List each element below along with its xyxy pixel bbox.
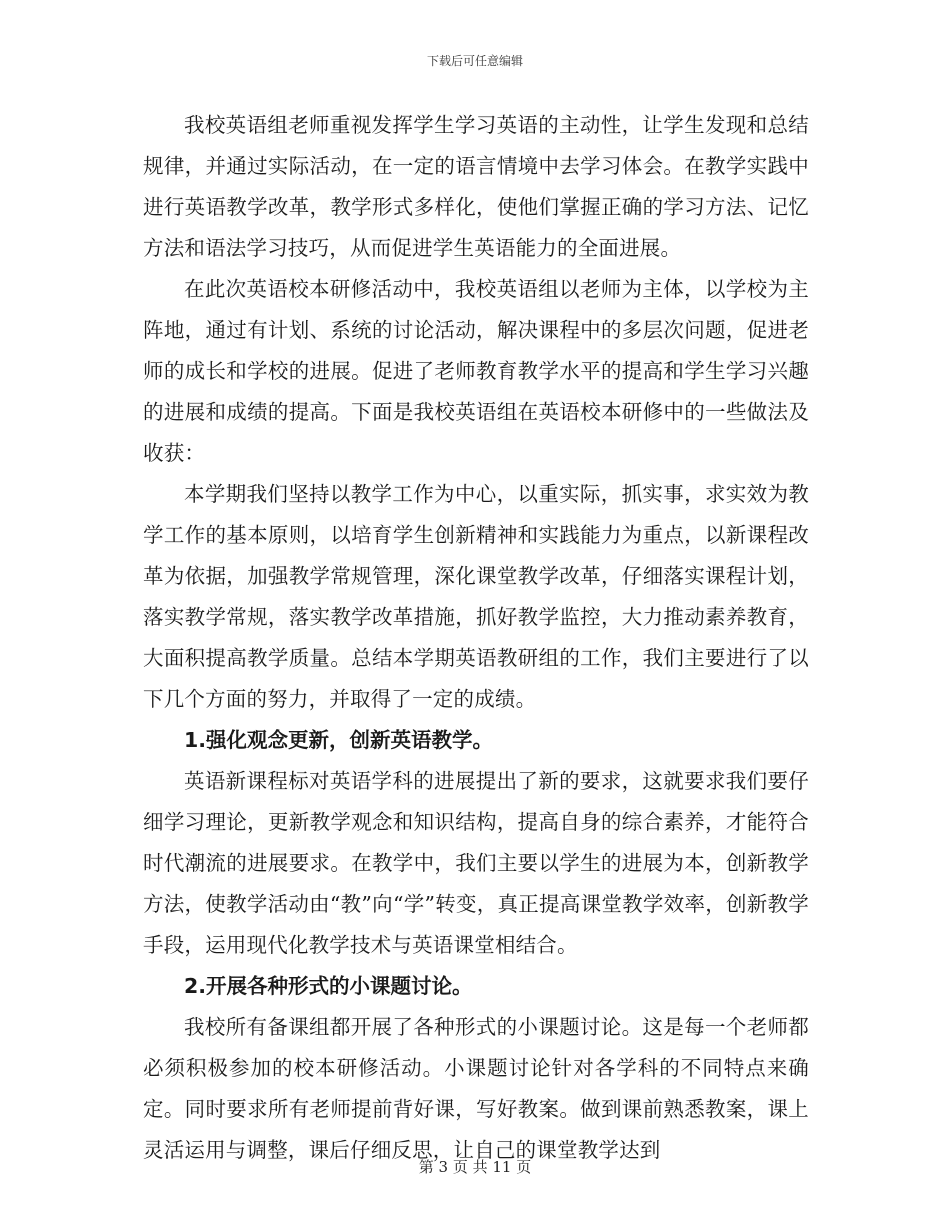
paragraph-5: 我校所有备课组都开展了各种形式的小课题讨论。这是每一个老师都必须积极参加的校本研修活动。小课题讨论针对各学科的不同特点来确定。同时要求所有老师提前背好课，写好教案。做到课前熟悉教案，课上灵活运用与调整，课后仔细反思，让自己的课堂教学达到 [143, 1015, 809, 1162]
header-note: 下载后可任意编辑 [426, 54, 523, 68]
paragraph-2: 在此次英语校本研修活动中，我校英语组以老师为主体，以学校为主阵地，通过有计划、系统的讨论活动，解决课程中的多层次问题，促进老师的成长和学校的进展。促进了老师教育教学水平的提高和学生学习兴趣的进展和成绩的提高。下面是我校英语组在英语校本研修中的一些做法及收获： [143, 277, 809, 465]
section-heading-1: 1.强化观念更新，创新英语教学。 [184, 728, 494, 752]
document-body [143, 105, 809, 1171]
paragraph-4: 英语新课程标对英语学科的进展提出了新的要求，这就要求我们要仔细学习理论，更新教学观念和知识结构，提高自身的综合素养，才能符合时代潮流的进展要求。在教学中，我们主要以学生的进展为本，创新教学方法，使教学活动由“教”向“学”转变，真正提高课堂教学效率，创新教学手段，运用现代化教学技术与英语课堂相结合。 [143, 769, 809, 957]
section-heading-2: 2.开展各种形式的小课题讨论。 [184, 974, 473, 998]
page-number: 第 3 页 共 11 页 [418, 1158, 532, 1176]
paragraph-3: 本学期我们坚持以教学工作为中心，以重实际，抓实事，求实效为教学工作的基本原则，以培育学生创新精神和实践能力为重点，以新课程改革为依据，加强教学常规管理，深化课堂教学改革，仔细落实课程计划，落实教学常规，落实教学改革措施，抓好教学监控，大力推动素养教育，大面积提高教学质量。总结本学期英语教研组的工作，我们主要进行了以下几个方面的努力，并取得了一定的成绩。 [143, 482, 809, 711]
paragraph-1: 我校英语组老师重视发挥学生学习英语的主动性，让学生发现和总结规律，并通过实际活动，在一定的语言情境中去学习体会。在教学实践中进行英语教学改革，教学形式多样化，使他们掌握正确的学习方法、记忆方法和语法学习技巧，从而促进学生英语能力的全面进展。 [143, 113, 809, 260]
